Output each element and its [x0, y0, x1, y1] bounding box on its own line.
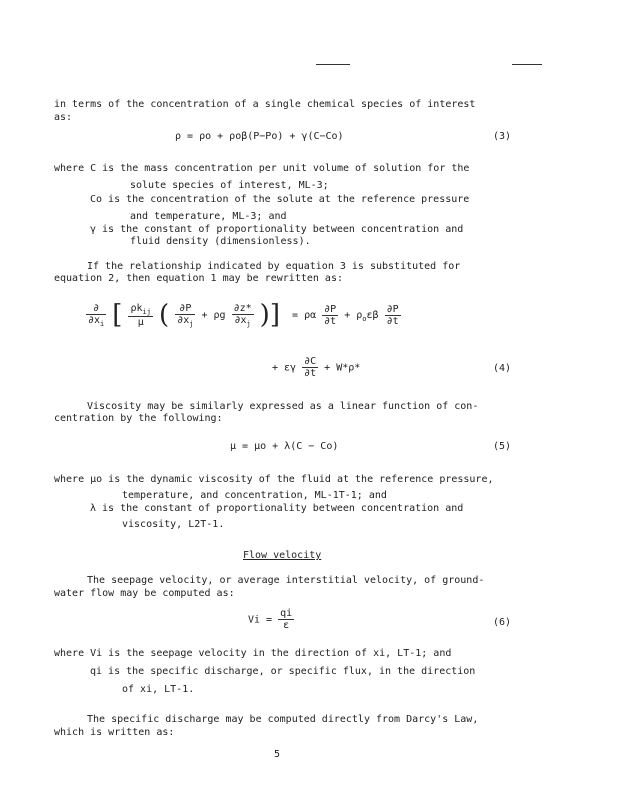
para3-line2: centration by the following: [54, 413, 223, 424]
where3-line2: solute species of interest, ML-3; [130, 180, 329, 191]
para5-line2: which is written as: [54, 727, 175, 738]
where6-line2: qi is the specific discharge, or specific flux, in the direction [90, 666, 476, 677]
para4-line1: The seepage velocity, or average interstitial velocity, of ground- [87, 575, 485, 586]
equation-4-number: (4) [492, 363, 511, 374]
where3-line3: Co is the concentration of the solute at the reference pressure [90, 194, 470, 205]
page-number: 5 [274, 749, 281, 760]
section-heading: Flow velocity [243, 550, 322, 561]
equation-5: μ = μo + λ(C − Co) [230, 441, 339, 452]
equation-6-lhs: Vi = [248, 614, 273, 626]
where5-line3: λ is the constant of proportionality between concentration and [90, 503, 464, 514]
where3-line6: fluid density (dimensionless). [130, 236, 311, 247]
equation-4-line2: + εγ $\frac{\partial C}{\partial t}$ + W*ρ* [272, 356, 361, 379]
para5-line1: The specific discharge may be computed directly from Darcy's Law, [87, 714, 479, 725]
equation-6-den: ε [283, 620, 290, 631]
para3-line1: Viscosity may be similarly expressed as a linear function of con- [87, 401, 479, 412]
header-rule-left [316, 64, 350, 65]
equation-3: ρ = ρo + ρoβ(P−Po) + γ(C−Co) [175, 131, 344, 142]
where5-line2: temperature, and concentration, ML-1T-1; and [122, 490, 387, 501]
equation-4-line1: $\frac{\partial}{\partial x_i}$ [ $\frac{\rho k_{ij}}{\mu}$ ( $\frac{\partial P}{\partial x_j}$ + ρg $\frac{\partial z*}{\partial x_j}$ )] = ρα $\frac{\partial P}{\partial t}$ + $\rho_o\varepsilon\beta$ $\frac{\partial P}{\partial t}$ [88, 300, 399, 330]
equation-6-num: qi [280, 608, 293, 619]
para1-line2: as: [54, 112, 73, 123]
equation-3-number: (3) [492, 131, 511, 142]
where5-line4: viscosity, L2T-1. [122, 519, 225, 530]
where3-line1: where C is the mass concentration per unit volume of solution for the [54, 163, 470, 174]
equation-5-number: (5) [492, 441, 511, 452]
where5-line1: where μo is the dynamic viscosity of the fluid at the reference pressure, [54, 474, 494, 485]
where3-line4: and temperature, ML-3; and [130, 211, 287, 222]
where3-line5: γ is the constant of proportionality between concentration and [90, 224, 464, 235]
para4-line2: water flow may be computed as: [54, 588, 235, 599]
para2-line2: equation 2, then equation 1 may be rewritten as: [54, 273, 343, 284]
equation-6 [248, 608, 294, 631]
where6-line3: of xi, LT-1. [122, 684, 195, 695]
equation-6-number: (6) [492, 617, 511, 628]
para1-line1: in terms of the concentration of a single chemical species of interest [54, 99, 476, 110]
para2-line1: If the relationship indicated by equation 3 is substituted for [87, 261, 461, 272]
header-rule-right [512, 64, 542, 65]
where6-line1: where Vi is the seepage velocity in the direction of xi, LT-1; and [54, 648, 452, 659]
